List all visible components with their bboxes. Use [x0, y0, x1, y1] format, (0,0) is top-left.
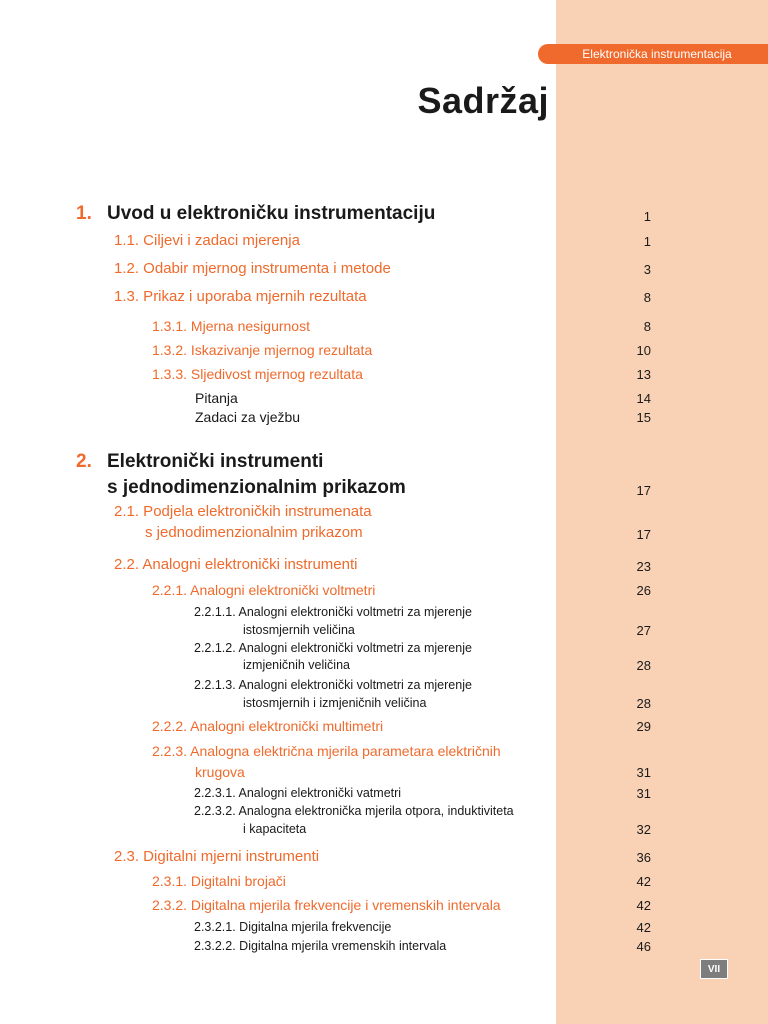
section-title-line1: 2.2.1.1. Analogni elektronički voltmetri za mjerenje [194, 605, 472, 619]
chapter-title: Uvod u elektroničku instrumentaciju [107, 203, 436, 224]
page-number: 13 [636, 367, 651, 382]
running-header: Elektronička instrumentacija [538, 44, 768, 64]
section-title-line2: i kapaciteta [243, 822, 307, 836]
page-number: 42 [636, 874, 651, 889]
section-title: 1.3.1. Mjerna nesigurnost [152, 318, 310, 334]
page-number: 27 [636, 623, 651, 638]
section-title: 2.2.1. Analogni elektronički voltmetri [152, 582, 376, 598]
section-title-line1: 2.2.1.2. Analogni elektronički voltmetri za mjerenje [194, 641, 472, 655]
section-title: 2.3.2.2. Digitalna mjerila vremenskih intervala [194, 939, 447, 953]
page-number: 8 [643, 319, 651, 334]
page-number: 10 [636, 343, 651, 358]
section-title-line2: istosmjernih veličina [243, 623, 355, 637]
page-number: 14 [636, 391, 651, 406]
page-number: 42 [636, 920, 651, 935]
section-title-line1: 2.1. Podjela elektroničkih instrumenata [114, 503, 372, 520]
section-title-line1: 2.2.1.3. Analogni elektronički voltmetri za mjerenje [194, 678, 472, 692]
page-number: 3 [643, 262, 651, 277]
page-number: 36 [636, 850, 651, 865]
page-number: 1 [643, 209, 651, 224]
section-title: 2.3.1. Digitalni brojači [152, 873, 286, 889]
chapter-title-line1: Elektronički instrumenti [107, 451, 324, 472]
section-title: 1.2. Odabir mjernog instrumenta i metode [114, 260, 391, 277]
page-number: 46 [636, 939, 651, 954]
page-number: 28 [636, 696, 651, 711]
section-title-line2: istosmjernih i izmjeničnih veličina [243, 696, 427, 710]
page-number: 29 [636, 719, 651, 734]
section-title: 1.1. Ciljevi i zadaci mjerenja [114, 232, 300, 249]
section-title: 2.2.3.1. Analogni elektronički vatmetri [194, 786, 402, 800]
page-number: 26 [636, 583, 651, 598]
page-number: 1 [643, 234, 651, 249]
section-title-line2: krugova [195, 764, 245, 780]
page-number: 8 [643, 290, 651, 305]
page-number: 17 [636, 527, 651, 542]
page-number: 23 [636, 559, 651, 574]
section-title-line1: 2.2.3.2. Analogna elektronička mjerila otpora, induktiviteta [194, 804, 514, 818]
page-number: 31 [636, 765, 651, 780]
chapter-number: 1. [76, 203, 92, 224]
page-number: 28 [636, 658, 651, 673]
section-title-line1: 2.2.3. Analogna električna mjerila parametara električnih [152, 743, 501, 759]
section-title-line2: izmjeničnih veličina [243, 658, 350, 672]
page-number-badge: VII [700, 959, 728, 979]
section-title: 2.3. Digitalni mjerni instrumenti [114, 848, 320, 865]
section-title: Zadaci za vježbu [195, 409, 301, 425]
section-title: 2.3.2.1. Digitalna mjerila frekvencije [194, 920, 392, 934]
page-number: 42 [636, 898, 651, 913]
page-number: 31 [636, 786, 651, 801]
section-title: 2.2. Analogni elektronički instrumenti [114, 556, 358, 573]
section-title: 1.3.3. Sljedivost mjernog rezultata [152, 366, 363, 382]
side-band [556, 0, 768, 1024]
page-number: 17 [636, 483, 651, 498]
page-number: 15 [636, 410, 651, 425]
section-title: 1.3.2. Iskazivanje mjernog rezultata [152, 342, 373, 358]
chapter-number: 2. [76, 451, 92, 472]
section-title: 1.3. Prikaz i uporaba mjernih rezultata [114, 288, 367, 305]
page-title: Sadržaj [417, 80, 549, 121]
section-title: 2.3.2. Digitalna mjerila frekvencije i vremenskih intervala [152, 897, 501, 913]
page-number: 32 [636, 822, 651, 837]
section-title: 2.2.2. Analogni elektronički multimetri [152, 718, 384, 734]
section-title-line2: s jednodimenzionalnim prikazom [145, 524, 363, 541]
chapter-title-line2: s jednodimenzionalnim prikazom [107, 477, 406, 498]
section-title: Pitanja [195, 390, 238, 406]
